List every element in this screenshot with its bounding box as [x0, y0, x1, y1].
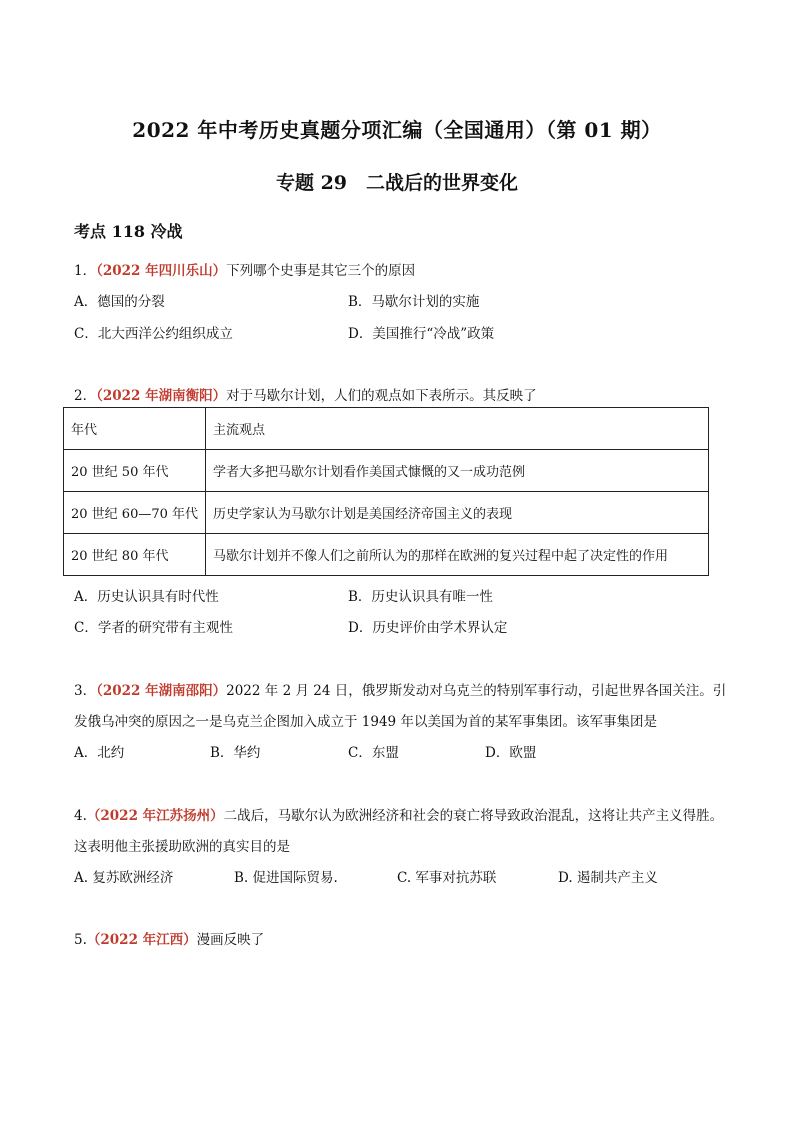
question-5 — [74, 928, 264, 948]
question-source: （2022 年四川乐山） — [96, 263, 227, 279]
question-source: （2022 年江苏扬州） — [86, 808, 224, 824]
table-cell: 马歇尔计划并不像人们之前所认为的那样在欧洲的复兴过程中起了决定性的作用 — [206, 534, 709, 576]
document-subtitle: 专题 29 二战后的世界变化 — [275, 172, 519, 194]
question-number: 5. — [74, 932, 87, 948]
option-a: A．北约 — [74, 745, 125, 761]
table-row — [64, 450, 709, 492]
option-c: C. 军事对抗苏联 — [397, 870, 497, 886]
option-c: C．北大西洋公约组织成立 — [74, 326, 233, 342]
table-cell: 20 世纪 60—70 年代 — [64, 492, 206, 534]
question-source: （2022 年湖南衡阳） — [96, 388, 227, 404]
option-b: B. 促进国际贸易. — [234, 870, 338, 886]
option-b: B．华约 — [210, 745, 261, 761]
option-c: C．东盟 — [348, 745, 399, 761]
question-1 — [74, 259, 415, 279]
option-d: D．历史评价由学术界认定 — [348, 620, 508, 636]
question-stem-continued: 发俄乌冲突的原因之一是乌克兰企图加入成立于 1949 年以美国为首的某军事集团。该军事集团是 — [74, 714, 657, 730]
question-number: 2． — [74, 388, 97, 404]
section-heading: 考点 118 冷战 — [74, 222, 183, 241]
table-cell: 20 世纪 50 年代 — [64, 450, 206, 492]
table-header-row — [64, 408, 709, 450]
viewpoint-table — [63, 407, 709, 576]
question-2 — [74, 384, 537, 404]
table-cell: 20 世纪 80 年代 — [64, 534, 206, 576]
question-number: 4. — [74, 808, 87, 824]
option-d: D．欧盟 — [485, 745, 537, 761]
question-stem: 下列哪个史事是其它三个的原因 — [226, 263, 416, 279]
document-title: 2022 年中考历史真题分项汇编（全国通用）（第 01 期） — [132, 118, 662, 142]
option-d: D．美国推行“冷战”政策 — [348, 326, 495, 342]
question-stem: 2022 年 2 月 24 日，俄罗斯发动对乌克兰的特别军事行动，引起世界各国关注。引 — [226, 683, 727, 699]
question-number: 1． — [74, 263, 97, 279]
option-b: B．马歇尔计划的实施 — [348, 294, 480, 310]
question-source: （2022 年湖南邵阳） — [96, 683, 227, 699]
option-d: D. 遏制共产主义 — [558, 870, 658, 886]
question-source: （2022 年江西） — [86, 932, 197, 948]
option-a: A. 复苏欧洲经济 — [74, 870, 174, 886]
question-stem: 对于马歇尔计划，人们的观点如下表所示。其反映了 — [226, 388, 537, 404]
question-stem: 二战后，马歇尔认为欧洲经济和社会的衰亡将导致政治混乱，这将让共产主义得胜。 — [223, 808, 724, 824]
table-header-cell: 主流观点 — [206, 408, 709, 450]
table-row — [64, 492, 709, 534]
question-stem: 漫画反映了 — [196, 932, 265, 948]
option-a: A．历史认识具有时代性 — [74, 589, 219, 605]
option-c: C．学者的研究带有主观性 — [74, 620, 233, 636]
table-cell: 历史学家认为马歇尔计划是美国经济帝国主义的表现 — [206, 492, 709, 534]
question-stem-continued: 这表明他主张援助欧洲的真实目的是 — [74, 839, 290, 855]
question-3 — [74, 679, 726, 699]
question-number: 3． — [74, 683, 97, 699]
question-4 — [74, 804, 723, 824]
table-cell: 学者大多把马歇尔计划看作美国式慷慨的又一成功范例 — [206, 450, 709, 492]
option-a: A．德国的分裂 — [74, 294, 165, 310]
table-row — [64, 534, 709, 576]
option-b: B．历史认识具有唯一性 — [348, 589, 493, 605]
table-header-cell: 年代 — [64, 408, 206, 450]
